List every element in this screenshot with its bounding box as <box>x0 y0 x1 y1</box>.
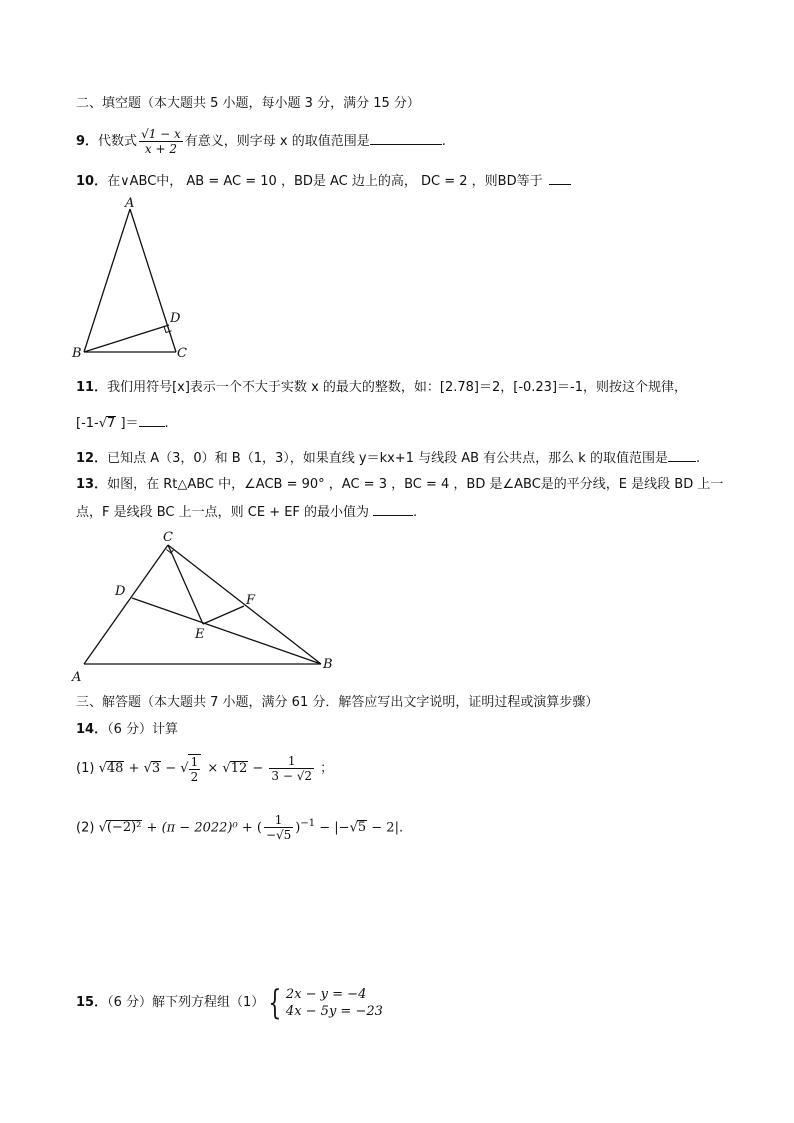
question-11-expression: [-1-√7 ]＝ . <box>76 416 169 431</box>
triangle-figure-q13 <box>70 525 350 683</box>
label-D: D <box>115 584 126 599</box>
question-13: 13．如图，在 Rt△ABC 中，∠ACB = 90° ，AC = 3 ，BC = 4 ，BD 是∠ABC是的平分线，E 是线段 BD 上一 <box>76 477 724 492</box>
label-C: C <box>177 346 187 361</box>
label-D: D <box>170 311 181 326</box>
answer-blank <box>668 449 696 462</box>
equation-system: 2x − y = −4 4x − 5y = −23 <box>285 986 383 1019</box>
question-number: 14． <box>76 722 108 737</box>
question-number: 9． <box>76 134 99 149</box>
answer-blank <box>370 132 442 145</box>
triangle-figure-q10 <box>70 195 200 365</box>
question-number: 15． <box>76 995 108 1010</box>
question-14: 14．（6 分）计算 <box>76 722 179 737</box>
question-11: 11．我们用符号[x]表示一个不大于实数 x 的最大的整数，如：[2.78]＝2，[-0.23]＝-1，则按这个规律， <box>76 380 687 395</box>
question-14-part-2: (2) √(−2)² + (π − 2022)⁰ + ( $\frac{1}{-√5}$ )$^{-1}$ − |−√5 − 2|. <box>76 813 404 843</box>
question-14-part-1: (1) √48 + √3 − √ $\frac{1}{2}$ × √12 − $\frac{1}{3 - √2}$ ； <box>76 754 334 784</box>
label-B: B <box>323 657 333 672</box>
label-F: F <box>246 593 256 608</box>
question-number: 13． <box>76 477 108 492</box>
section-2-heading: 二、填空题（本大题共 5 小题，每小题 3 分，满分 15 分） <box>76 96 420 111</box>
section-3-heading: 三、解答题（本大题共 7 小题，满分 61 分．解答应写出文字说明，证明过程或演算步骤） <box>76 695 599 710</box>
answer-blank <box>373 503 413 516</box>
fraction: $\frac{√1 - x}{x + 2}$ <box>141 127 181 156</box>
question-15: 15．（6 分）解下列方程组（1） { 2x − y = −4 4x − 5y = −23 <box>76 982 383 1023</box>
label-E: E <box>195 627 205 642</box>
label-B: B <box>72 346 82 361</box>
answer-blank <box>139 414 165 427</box>
label-A: A <box>72 670 82 683</box>
answer-blank <box>549 172 571 185</box>
question-number: 12． <box>76 451 108 466</box>
question-13-line-2: 点，F 是线段 BC 上一点，则 CE + EF 的最小值为 . <box>76 505 418 520</box>
question-number: 11． <box>76 380 108 395</box>
label-A: A <box>125 196 135 211</box>
question-9: 9．代数式 $\frac{√1 - x}{x + 2}$ 有意义，则字母 x 的取值范围是 . <box>76 127 446 156</box>
brace-icon: { <box>268 982 282 1023</box>
question-10: 10．在∨ABC中， AB = AC = 10 ，BD是 AC 边上的高， DC = 2 ，则BD等于 <box>76 172 571 191</box>
label-C: C <box>163 530 173 545</box>
question-12: 12．已知点 A（3，0）和 B（1，3），如果直线 y＝kx+1 与线段 AB 有公共点，那么 k 的取值范围是 . <box>76 451 701 466</box>
question-number: 10． <box>76 174 108 189</box>
